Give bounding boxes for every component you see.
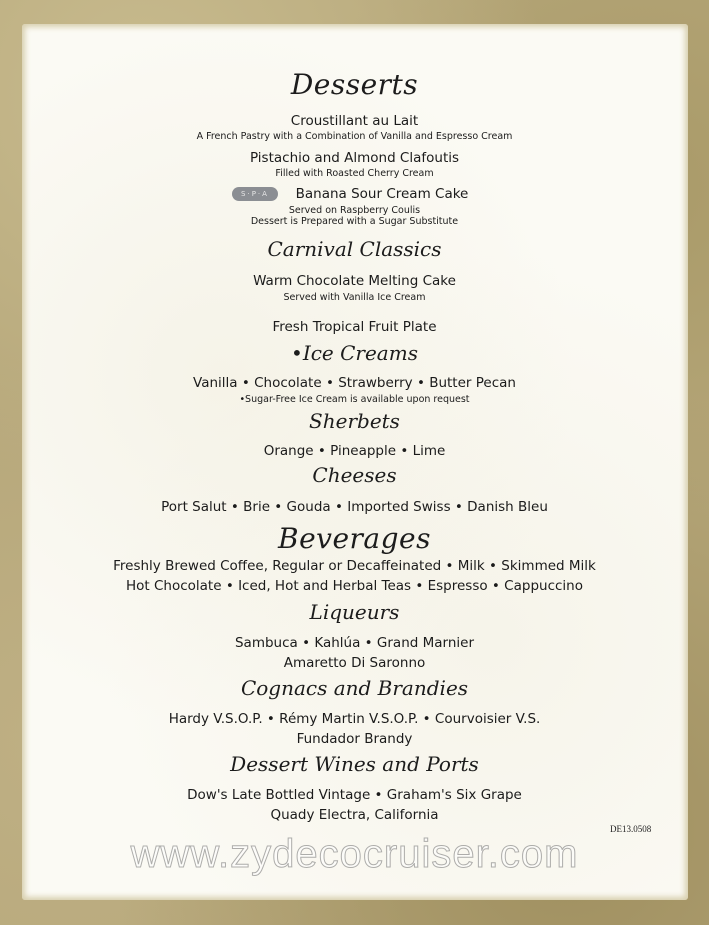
dessert-item-name: Pistachio and Almond Clafoutis	[249, 150, 460, 166]
menu-code: DE13.0508	[610, 824, 652, 834]
carnival-classics-heading: Carnival Classics	[267, 237, 442, 261]
classic-item-desc: Served with Vanilla Ice Cream	[283, 292, 426, 303]
dessert-item-note: Dessert is Prepared with a Sugar Substitute	[250, 216, 459, 227]
cognacs-heading: Cognacs and Brandies	[240, 676, 469, 700]
classic-item-name: Fresh Tropical Fruit Plate	[272, 319, 437, 335]
cheeses-heading: Cheeses	[312, 463, 397, 487]
sherbets-heading: Sherbets	[309, 409, 400, 433]
dessert-wines-heading: Dessert Wines and Ports	[230, 752, 479, 776]
spa-badge: S·P·A	[232, 187, 278, 201]
beverages-heading: Beverages	[278, 522, 431, 555]
dessert-wines-line-2: Quady Electra, California	[270, 807, 439, 823]
desserts-heading: Desserts	[290, 68, 419, 101]
cheeses-list: Port Salut • Brie • Gouda • Imported Swiss • Danish Bleu	[161, 499, 548, 515]
beverages-line-1: Freshly Brewed Coffee, Regular or Decaffeinated • Milk • Skimmed Milk	[113, 558, 596, 574]
ice-creams-heading: •Ice Creams	[291, 341, 418, 365]
liqueurs-line-1: Sambuca • Kahlúa • Grand Marnier	[234, 635, 475, 651]
liqueurs-heading: Liqueurs	[309, 600, 400, 624]
beverages-line-2: Hot Chocolate • Iced, Hot and Herbal Teas • Espresso • Cappuccino	[125, 578, 583, 594]
ice-creams-list: Vanilla • Chocolate • Strawberry • Butter Pecan	[193, 375, 516, 391]
watermark: www.zydecocruiser.com	[130, 832, 579, 876]
dessert-item-desc: Filled with Roasted Cherry Cream	[275, 168, 434, 179]
sherbets-list: Orange • Pineapple • Lime	[263, 443, 446, 459]
cognacs-line-2: Fundador Brandy	[296, 731, 413, 747]
dessert-item-name: Banana Sour Cream Cake	[295, 186, 469, 202]
classic-item-name: Warm Chocolate Melting Cake	[253, 273, 456, 289]
dessert-wines-line-1: Dow's Late Bottled Vintage • Graham's Six Grape	[187, 787, 522, 803]
cognacs-line-1: Hardy V.S.O.P. • Rémy Martin V.S.O.P. • Courvoisier V.S.	[168, 711, 541, 727]
dessert-item-name: Croustillant au Lait	[290, 113, 419, 129]
dessert-item-desc: A French Pastry with a Combination of Vanilla and Espresso Cream	[196, 131, 513, 142]
dessert-item-desc: Served on Raspberry Coulis	[288, 205, 421, 216]
ice-creams-note: •Sugar-Free Ice Cream is available upon request	[239, 394, 470, 405]
liqueurs-line-2: Amaretto Di Saronno	[283, 655, 426, 671]
